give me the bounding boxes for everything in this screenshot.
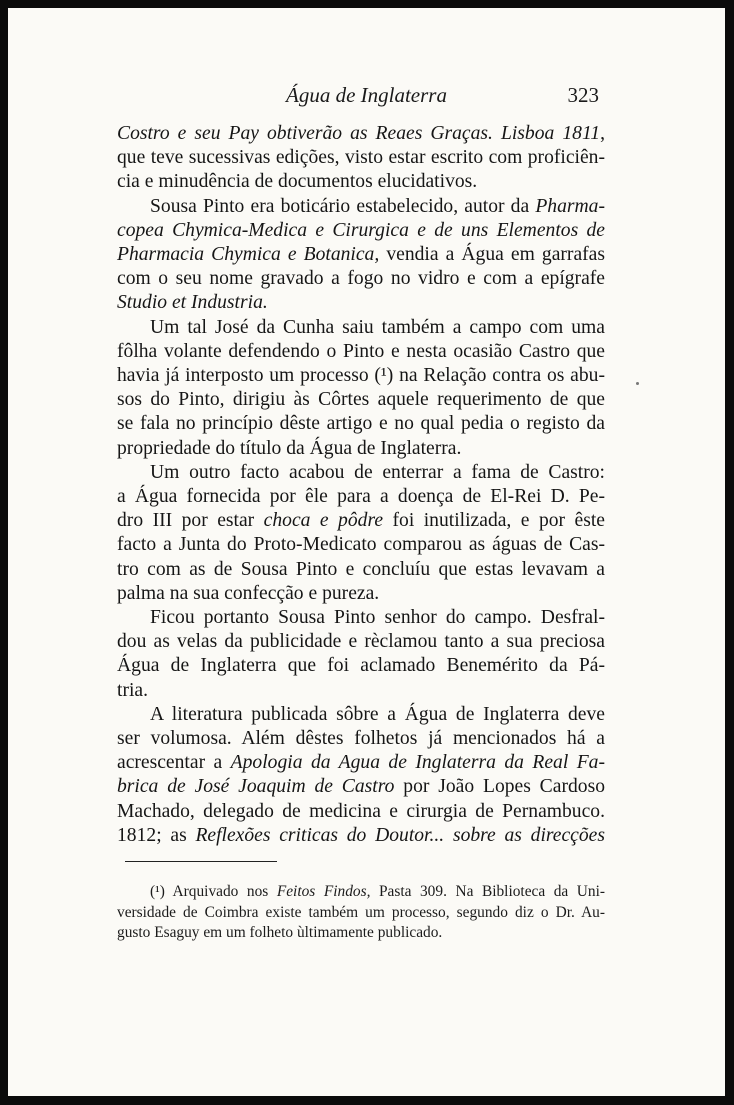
text-line <box>117 195 605 219</box>
footnote <box>117 882 605 944</box>
footnote-line: gusto Esaguy em um folheto ùltimamente publicado. <box>117 924 443 941</box>
paragraph <box>117 461 605 606</box>
text-span: vendia a Água em garrafas <box>379 244 605 266</box>
italic-span: Costro e seu Pay obtiverão as Reaes Graças. Lisboa 1811 <box>117 123 601 144</box>
text-line: facto a Junta do Proto-Medicato comparou as águas de Cas- <box>117 534 605 556</box>
text-line: palma na sua confecção e pureza. <box>117 582 380 604</box>
text-line: Água de Inglaterra que foi aclamado Benemérito da Pá- <box>117 655 605 677</box>
text-line <box>117 243 605 267</box>
text-span: (¹) Arquivado nos <box>150 883 277 900</box>
text-line: dou as velas da publicidade e rèclamou tanto a sua preciosa <box>117 631 605 653</box>
paragraph <box>117 122 605 195</box>
page-number: 323 <box>567 83 599 107</box>
text-line: propriedade do título da Água de Inglaterra. <box>117 437 462 459</box>
book-page <box>8 8 725 1096</box>
body-text <box>117 122 605 848</box>
italic-span: Reflexões criticas do Doutor... sobre as direcções <box>195 824 606 846</box>
text-line: a Água fornecida por êle para a doença de El-Rei D. Pe- <box>117 486 605 508</box>
text-line: se fala no princípio dêste artigo e no qual pedia o registo da <box>117 413 605 435</box>
italic-span: Apologia da Agua de Inglaterra da Real Fa- <box>230 752 605 774</box>
paper-speck <box>636 382 639 385</box>
text-line: tria. <box>117 679 149 701</box>
text-span: acrescentar a <box>117 752 231 774</box>
footnote-line <box>117 882 605 903</box>
text-span: Sousa Pinto era boticário estabelecido, autor da <box>150 195 536 217</box>
text-span: 1812; as <box>117 824 196 846</box>
text-span: foi inutilizada, e por êste <box>383 510 605 532</box>
italic-span: Pharmacia Chymica e Botanica, <box>117 244 380 266</box>
text-span: Pasta 309. Na Biblioteca da Uni- <box>370 883 605 900</box>
italic-span: brica de José Joaquim de Castro <box>117 776 395 798</box>
text-line: havia já interposto um processo (¹) na Relação contra os abu- <box>117 365 605 387</box>
text-line: que teve sucessivas edições, visto estar escrito com proficiên- <box>117 147 605 169</box>
paragraph <box>117 316 605 461</box>
text-line: A literatura publicada sôbre a Água de Inglaterra deve <box>150 703 605 725</box>
text-line <box>117 509 605 533</box>
text-line <box>117 775 605 799</box>
text-line: Um tal José da Cunha saiu também a campo com uma <box>150 316 605 338</box>
footnote-line: versidade de Coimbra existe também um processo, segundo diz o Dr. Au- <box>117 903 605 921</box>
text-span: dro III por estar <box>117 510 264 532</box>
text-span: por João Lopes Cardoso <box>394 776 605 798</box>
text-line: tro com as de Sousa Pinto e concluíu que estas levavam a <box>117 558 605 580</box>
text-line: sos do Pinto, dirigiu às Côrtes aquele requerimento de que <box>117 389 605 411</box>
text-line <box>117 751 605 775</box>
italic-span: Pharma- <box>535 195 605 217</box>
running-title: Água de Inglaterra <box>286 83 447 107</box>
text-line: copea Chymica-Medica e Cirurgica e de uns Elementos de <box>117 219 605 241</box>
italic-span: Feitos Findos, <box>276 883 371 900</box>
page-header <box>8 83 725 117</box>
text-line <box>117 122 605 146</box>
text-line: Um outro facto acabou de enterrar a fama de Castro: <box>150 461 605 483</box>
text-line: Studio et Industria. <box>117 292 268 314</box>
paragraph <box>117 195 605 316</box>
text-line: cia e minudência de documentos elucidativos. <box>117 171 478 193</box>
text-span: , <box>600 123 605 144</box>
italic-span: choca e pôdre <box>263 510 384 532</box>
footnote-divider <box>125 861 277 862</box>
text-line: fôlha volante defendendo o Pinto e nesta ocasião Castro que <box>117 340 605 362</box>
paragraph <box>117 606 605 703</box>
paragraph <box>117 703 605 848</box>
text-line: com o seu nome gravado a fogo no vidro e com a epígrafe <box>117 268 605 290</box>
text-line: Machado, delegado de medicina e cirurgia de Pernambuco. <box>117 800 605 822</box>
text-line: Ficou portanto Sousa Pinto senhor do campo. Desfral- <box>150 607 605 629</box>
text-line: ser volumosa. Além dêstes folhetos já mencionados há a <box>117 728 605 750</box>
text-line <box>117 824 605 848</box>
